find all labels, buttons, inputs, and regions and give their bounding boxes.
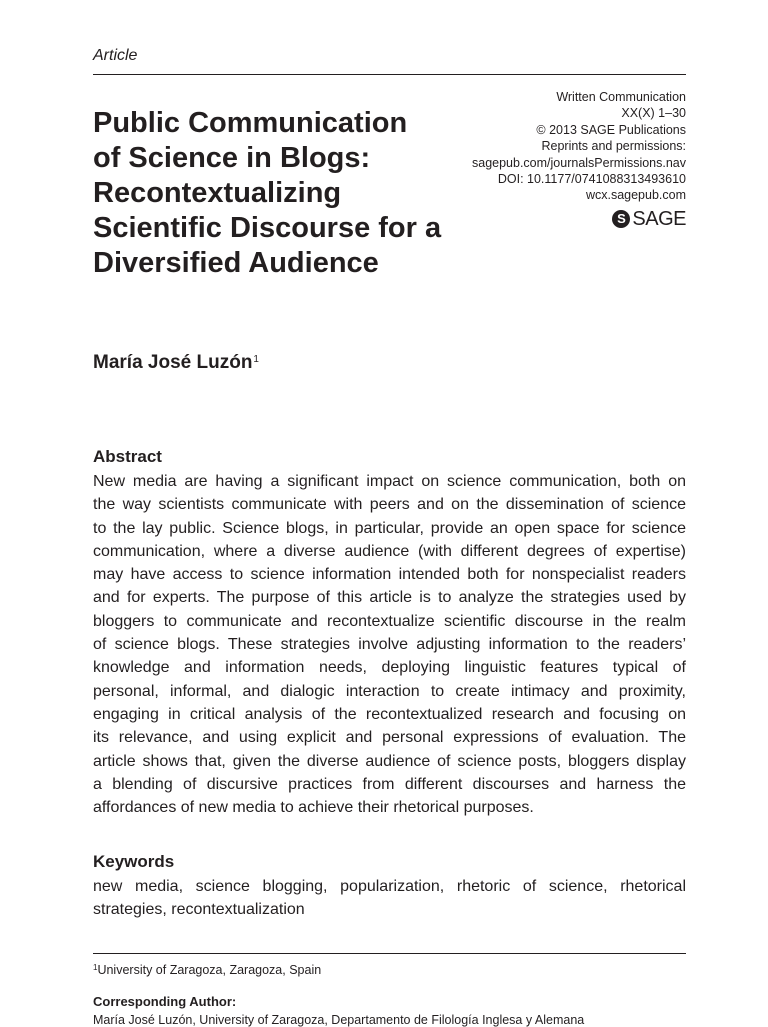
abstract-line: bloggers to communicate and recontextualize scientific discourse in the realm xyxy=(93,612,686,630)
journal-volume: XX(X) 1–30 xyxy=(621,106,686,121)
journal-copyright: © 2013 SAGE Publications xyxy=(536,122,686,137)
title-line: Recontextualizing xyxy=(93,177,342,209)
footnote-rule xyxy=(93,953,686,954)
article-title xyxy=(93,106,473,281)
journal-name: Written Communication xyxy=(556,90,686,104)
journal-reprints: Reprints and permissions: xyxy=(541,139,686,154)
author-affiliation-marker: 1 xyxy=(253,354,259,365)
journal-doi[interactable]: DOI: 10.1177/0741088313493610 xyxy=(497,172,686,187)
abstract-line: communication, where a diverse audience (with different degrees of expertise) xyxy=(93,542,686,560)
abstract-line: knowledge and information needs, deploying linguistic features typical of xyxy=(93,659,686,677)
keywords-line: strategies, recontextualization xyxy=(93,901,305,919)
keywords-heading: Keywords xyxy=(93,852,175,871)
header-rule xyxy=(93,74,686,75)
corresponding-author-heading: Corresponding Author: xyxy=(93,994,237,1009)
abstract-line: the way scientists communicate with peers and on the dissemination of science xyxy=(93,496,686,514)
abstract-line: article shows that, given the diverse audience of science posts, bloggers display xyxy=(93,752,686,770)
title-line: Diversified Audience xyxy=(93,247,379,279)
sage-logo xyxy=(612,205,686,233)
affiliation-footnote xyxy=(93,963,321,977)
title-line: Public Communication xyxy=(93,107,408,139)
abstract-body xyxy=(93,470,686,819)
author-name xyxy=(93,352,259,374)
abstract-line: may have access to science information intended both for nonspecialist readers xyxy=(93,566,686,584)
article-type-label: Article xyxy=(93,47,138,64)
journal-website-link[interactable]: wcx.sagepub.com xyxy=(585,188,686,203)
author-name-text: María José Luzón xyxy=(93,352,253,373)
abstract-line: engaging in critical analysis of the recontextualized research and focusing on xyxy=(93,705,686,723)
title-line: Scientific Discourse for a xyxy=(93,212,442,244)
article-page xyxy=(93,0,686,1027)
abstract-line: New media are having a significant impact on science communication, both on xyxy=(93,473,686,490)
abstract-line: and for experts. The purpose of this article is to analyze the strategies used by xyxy=(93,589,686,607)
abstract-line: of science blogs. These strategies involve adjusting information to the readers’ xyxy=(93,636,686,654)
abstract-line: a blending of discursive practices from different discourses and harness the xyxy=(93,775,686,793)
affiliation-text: University of Zaragoza, Zaragoza, Spain xyxy=(97,963,322,977)
abstract-line: affordances of new media to achieve their rhetorical purposes. xyxy=(93,799,534,817)
affiliation-marker: 1 xyxy=(93,963,98,972)
title-line: of Science in Blogs: xyxy=(93,142,371,174)
journal-info xyxy=(426,89,686,204)
keywords-line: new media, science blogging, popularization, rhetoric of science, rhetorical xyxy=(93,878,686,895)
corresponding-author-text: María José Luzón, University of Zaragoza, Departamento de Filología Inglesa y Alemana xyxy=(93,1013,585,1027)
abstract-line: its relevance, and using explicit and personal expressions of evaluation. The xyxy=(93,729,686,747)
sage-logo-icon: S xyxy=(612,210,630,228)
abstract-heading: Abstract xyxy=(93,447,162,466)
abstract-line: to the lay public. Science blogs, in particular, provide an open space for science xyxy=(93,519,686,537)
abstract-line: personal, informal, and dialogic interaction to create intimacy and proximity, xyxy=(93,682,686,700)
sage-logo-text: SAGE xyxy=(632,207,686,230)
keywords-body xyxy=(93,875,686,922)
journal-permissions-link[interactable]: sagepub.com/journalsPermissions.nav xyxy=(472,155,686,170)
